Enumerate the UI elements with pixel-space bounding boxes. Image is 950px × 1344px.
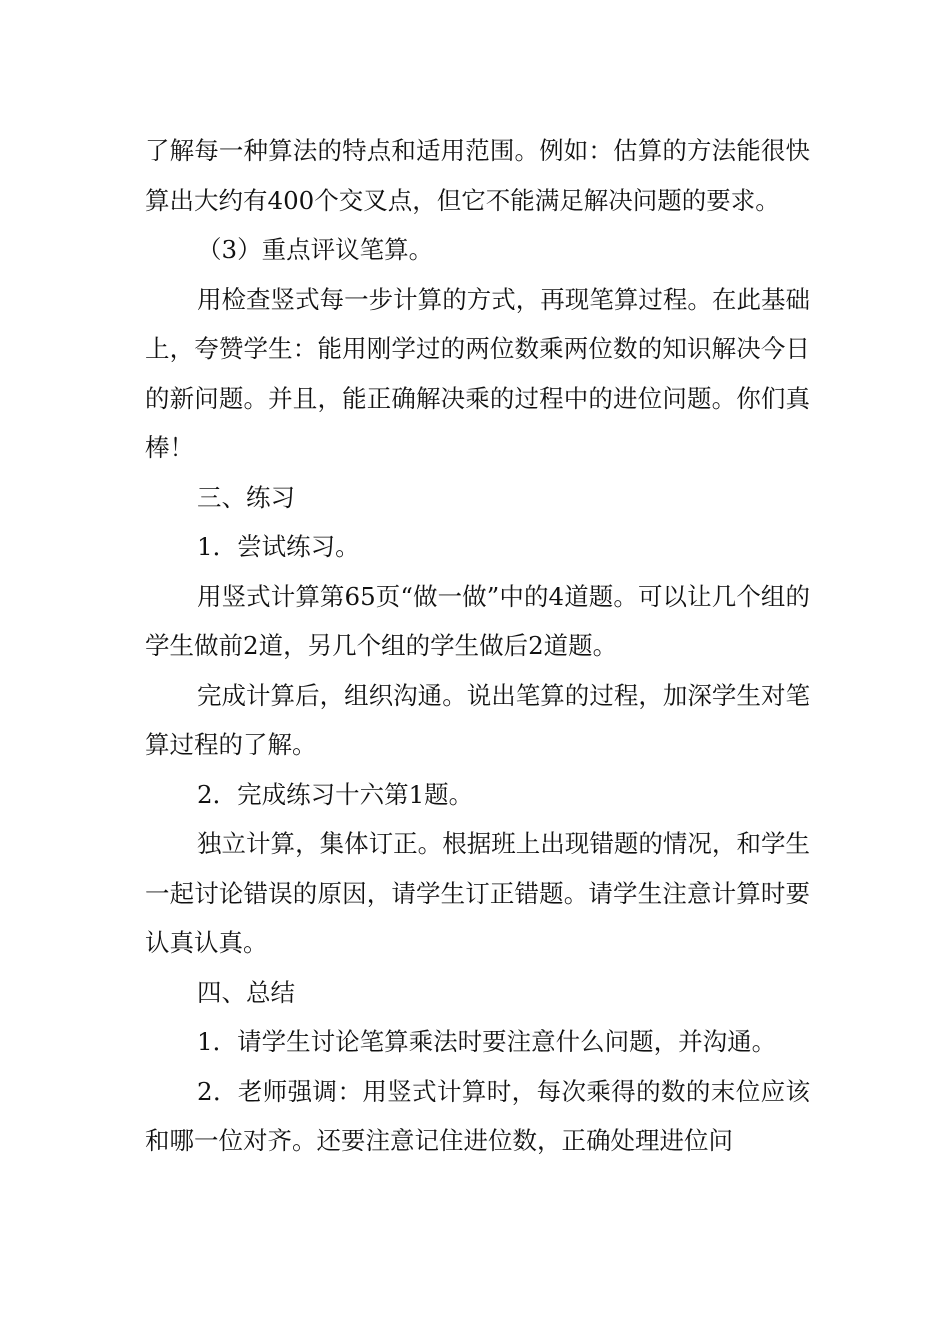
paragraph-7: 完成计算后，组织沟通。说出笔算的过程，加深学生对笔算过程的了解。: [145, 680, 810, 759]
section-heading-practice: 三、练习: [197, 482, 295, 512]
paragraph-5: 1．尝试练习。: [197, 532, 360, 561]
paragraph-12: 2．老师强调：用竖式计算时，每次乘得的数的末位应该和哪一位对齐。还要注意记住进位数，正确处理进位问: [145, 1076, 810, 1155]
document-body: [145, 126, 810, 1166]
section-heading-summary: 四、总结: [197, 977, 295, 1007]
paragraph-2: （3）重点评议笔算。: [197, 235, 434, 264]
paragraph-11: 1．请学生讨论笔算乘法时要注意什么问题，并沟通。: [197, 1027, 777, 1056]
paragraph-6: 用竖式计算第65页“做一做”中的4道题。可以让几个组的学生做前2道，另几个组的学生做后2道题。: [145, 581, 810, 660]
paragraph-9: 独立计算，集体订正。根据班上出现错题的情况，和学生一起讨论错误的原因，请学生订正错题。请学生注意计算时要认真认真。: [145, 829, 810, 957]
paragraph-3: 用检查竖式每一步计算的方式，再现笔算过程。在此基础上，夸赞学生：能用刚学过的两位数乘两位数的知识解决今日的新问题。并且，能正确解决乘的过程中的进位问题。你们真棒！: [145, 284, 810, 462]
paragraph-1: 了解每一种算法的特点和适用范围。例如：估算的方法能很快算出大约有400个交叉点，但它不能满足解决问题的要求。: [145, 136, 810, 215]
paragraph-8: 2．完成练习十六第1题。: [197, 779, 474, 809]
